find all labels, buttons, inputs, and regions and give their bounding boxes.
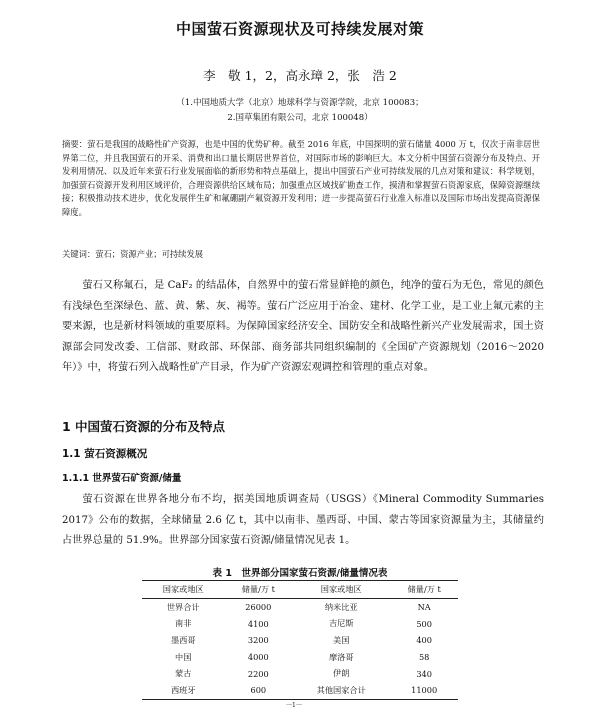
table-cell: 4100 <box>247 618 269 629</box>
table-cell: 340 <box>416 668 432 679</box>
table-cell: 摩洛哥 <box>328 651 354 662</box>
table-cell: 600 <box>224 682 292 699</box>
table-row <box>142 616 458 633</box>
table-cell: 400 <box>416 635 432 646</box>
table-cell: 11000 <box>390 682 458 699</box>
section-heading: 1 中国萤石资源的分布及特点 <box>62 419 226 434</box>
intro-paragraph: 萤石又称氟石，是 CaF₂ 的结晶体，自然界中的萤石常显鲜艳的颜色，纯净的萤石为无色，常见的颜色有浅绿色至深绿色、蓝、黄、紫、灰、褐等。萤石广泛应用于冶金、建材、化学工业，是工业上氟元素的主要来源，也是新材料领域的重要原料。为保障国家经济安全、国防安全和战略性新兴产业发展需求，国土资源部会同发改委、工信部、财政部、环保部、商务部共同组织编制的《全国矿产资源规划（2016～2020 年）》中，将萤石列入战略性矿产目录，作为矿产资源宏观调控和管理的重点对象。 <box>62 280 544 373</box>
table-row <box>142 649 458 666</box>
table-row <box>142 599 458 616</box>
table-cell: 4000 <box>247 652 269 663</box>
keywords-label: 关键词： <box>62 249 96 259</box>
table-cell: 58 <box>418 652 430 663</box>
table-header-row <box>142 581 458 599</box>
table-row <box>142 632 458 649</box>
table-caption: 表 1 世界部分国家萤石资源/储量情况表 <box>212 568 388 579</box>
table-cell: 蒙古 <box>175 668 192 679</box>
header-cell: 储量/万 t <box>224 581 292 599</box>
abstract <box>62 138 540 219</box>
author-line: 李 敬 1，2，高永璋 2，张 浩 2 <box>203 68 397 83</box>
body-paragraph: 萤石资源在世界各地分布不均，据美国地质调查局（USGS）《Mineral Commodity Summaries 2017》公布的数据，全球储量 2.6 亿 t，其中以南非、墨西哥、中国、蒙古等国家资源量为主，其储量约占世界总量的 51.9%。世界部分国家萤石资源/储量情况见表 1。 <box>62 494 544 546</box>
table-row <box>142 682 458 699</box>
subsubsection-heading: 1.1.1 世界萤石矿资源/储量 <box>62 473 182 484</box>
table-cell: 2200 <box>247 668 269 679</box>
keywords-text: 萤石；资源产业；可持续发展 <box>95 249 204 259</box>
table-cell: 中国 <box>175 651 192 662</box>
table-row <box>142 665 458 682</box>
abstract-label: 摘要： <box>62 139 88 149</box>
paper-title: 中国萤石资源现状及可持续发展对策 <box>175 20 424 38</box>
table-cell: NA <box>417 602 431 613</box>
affiliation-2: 2.国草集团有限公司，北京 100048） <box>227 113 373 123</box>
table-cell: 美国 <box>333 634 350 645</box>
table-cell: 3200 <box>247 635 269 646</box>
abstract-text: 萤石是我国的战略性矿产资源，也是中国的优势矿种。截至 2016 年底，中国探明的萤石储量 4000 万 t，仅次于南非居世界第二位，并且我国萤石的开采、消费和出口量长期居世界首位，对国际市场的影响巨大。本文分析中国萤石资源分布及特点、开发利用情况、以及近年来萤石行业发展面临的新形势和特点基础上，提出中国萤石产业可持续发展的几点对策和建议：科学规划，加强萤石资源开发利用区域评价，合理资源供给区域布局；加强重点区域找矿勘查工作，摸清和掌握萤石资源家底，保障资源继续接；积极推动技术进步，优化发展伴生矿和氟硼副产氟资源开发利用；进一步提高萤石行业准入标准以及国际市场出发提高资源保障度。 <box>62 139 540 217</box>
affiliation-1: （1.中国地质大学（北京）地球科学与资源学院，北京 100083； <box>176 98 424 108</box>
header-cell: 国家或地区 <box>142 581 224 599</box>
table-cell: 南非 <box>175 618 192 629</box>
reserves-table <box>142 580 458 700</box>
table-cell: 世界合计 <box>166 601 200 612</box>
table-cell: 500 <box>416 618 432 629</box>
header-cell: 储量/万 t <box>390 581 458 599</box>
table-cell: 26000 <box>245 602 272 613</box>
subsection-heading: 1.1 萤石资源概况 <box>62 448 148 460</box>
table-cell: 伊朗 <box>333 668 350 679</box>
table-cell: 吉尼斯 <box>328 618 354 629</box>
keywords <box>62 248 540 262</box>
header-cell: 国家或地区 <box>292 581 390 599</box>
table-cell: 墨西哥 <box>170 634 196 645</box>
page-number: 一1一 <box>286 702 302 709</box>
table-cell: 其他国家合计 <box>292 682 390 699</box>
table-cell: 纳米比亚 <box>324 601 358 612</box>
table-cell: 西班牙 <box>142 682 224 699</box>
